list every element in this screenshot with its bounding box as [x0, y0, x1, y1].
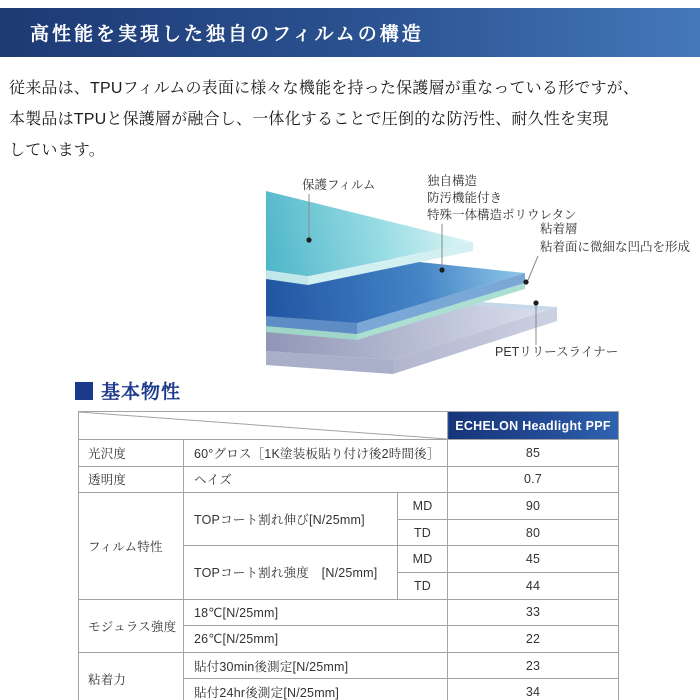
table-header-row — [79, 412, 619, 440]
value-cell: 23 — [448, 652, 619, 679]
label-adhesive-2: 粘着面に微細な凹凸を形成 — [540, 240, 691, 254]
intro-line-1: 従来品は、TPUフィルムの表面に様々な機能を持った保護層が重なっている形ですが、 — [9, 80, 640, 97]
table-header-empty-cell — [79, 412, 448, 440]
product-column-header: ECHELON Headlight PPF — [448, 412, 619, 440]
label-unique-structure-1: 独自構造 — [427, 174, 478, 188]
test-cell: TOPコート割れ伸び[N/25mm] — [184, 493, 398, 546]
label-protective-film: 保護フィルム — [302, 178, 376, 192]
property-cell: モジュラス強度 — [79, 599, 184, 652]
value-cell: 0.7 — [448, 466, 619, 493]
section-header-bar — [0, 8, 700, 57]
value-cell: 80 — [448, 519, 619, 546]
test-cell: 18℃[N/25mm] — [184, 599, 448, 626]
section-title: 基本物性 — [101, 382, 182, 403]
table-row — [79, 599, 619, 626]
test-cell: 貼付24hr後測定[N/25mm] — [184, 679, 448, 700]
diagonal-line — [79, 412, 447, 439]
property-cell: フィルム特性 — [79, 493, 184, 599]
basic-properties-table — [78, 411, 619, 700]
intro-line-3: しています。 — [9, 142, 105, 159]
test-cell: TOPコート割れ強度 [N/25mm] — [184, 546, 398, 599]
direction-cell: MD — [398, 546, 448, 573]
test-cell: 26℃[N/25mm] — [184, 626, 448, 653]
page-title: 高性能を実現した独自のフィルムの構造 — [30, 24, 424, 45]
property-cell: 光沢度 — [79, 440, 184, 467]
property-cell: 透明度 — [79, 466, 184, 493]
square-bullet-icon — [75, 382, 93, 400]
section-heading — [75, 377, 181, 404]
value-cell: 44 — [448, 572, 619, 599]
label-unique-structure-2: 防汚機能付き — [427, 191, 503, 205]
value-cell: 85 — [448, 440, 619, 467]
value-cell: 22 — [448, 626, 619, 653]
value-cell: 45 — [448, 546, 619, 573]
pointer-line-adhesive — [528, 256, 538, 280]
property-cell: 粘着力 — [79, 652, 184, 700]
table-row — [79, 466, 619, 493]
pointer-dot-unique-structure — [439, 267, 444, 272]
label-unique-structure-3: 特殊一体構造ポリウレタン — [427, 208, 577, 222]
table-row — [79, 493, 619, 520]
film-structure-diagram — [180, 170, 700, 375]
direction-cell: TD — [398, 519, 448, 546]
test-cell: 貼付30min後測定[N/25mm] — [184, 652, 448, 679]
value-cell: 90 — [448, 493, 619, 520]
direction-cell: TD — [398, 572, 448, 599]
direction-cell: MD — [398, 493, 448, 520]
test-cell: 60°グロス［1K塗装板貼り付け後2時間後］ — [184, 440, 448, 467]
test-cell: ヘイズ — [184, 466, 448, 493]
intro-line-2: 本製品はTPUと保護層が融合し、一体化することで圧倒的な防汚性、耐久性を実現 — [9, 111, 609, 128]
intro-paragraph — [9, 73, 691, 166]
table-row — [79, 652, 619, 679]
label-release-liner: PETリリースライナー — [495, 345, 619, 359]
value-cell: 33 — [448, 599, 619, 626]
pointer-dot-protective-film — [306, 237, 311, 242]
table-row — [79, 440, 619, 467]
value-cell: 34 — [448, 679, 619, 700]
pointer-dot-release-liner — [533, 300, 538, 305]
label-adhesive-1: 粘着層 — [540, 222, 578, 236]
pointer-dot-adhesive — [523, 279, 528, 284]
